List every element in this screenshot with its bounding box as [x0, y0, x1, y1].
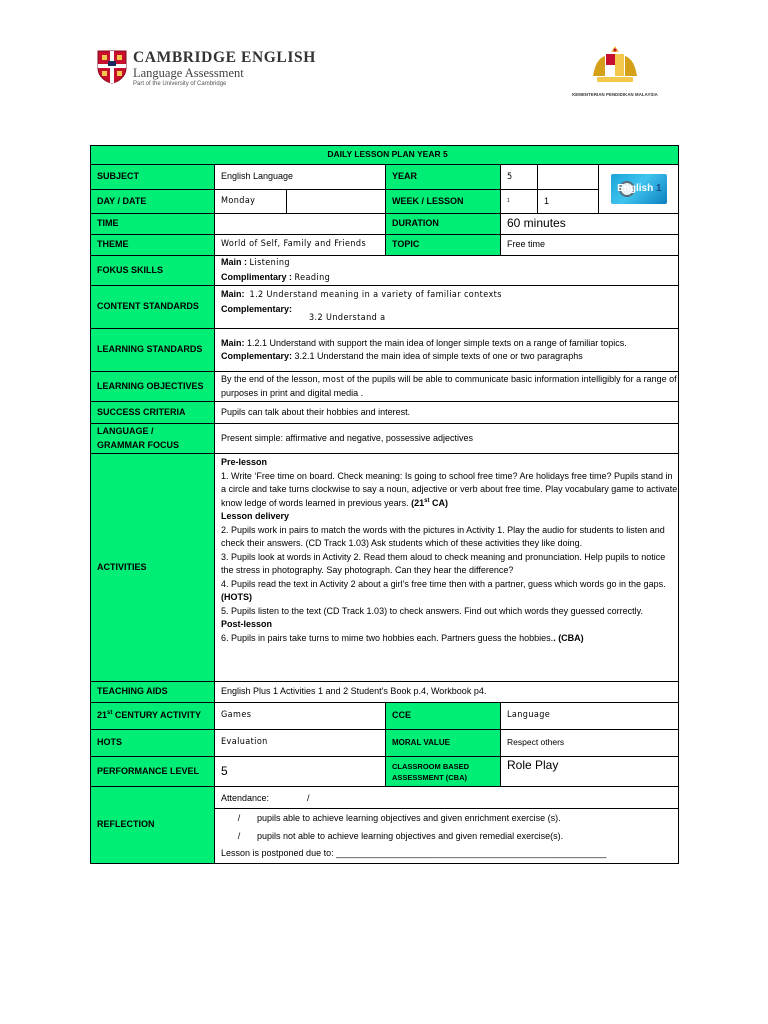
subject-label: SUBJECT — [91, 165, 215, 190]
cambridge-subtitle: Language Assessment — [133, 65, 244, 80]
performance-level-value: 5 — [215, 757, 386, 787]
learning-objectives-value: By the end of the lesson, most of the pupils will be able to communicate basic information intelligibly for a range of purposes in print and digital media . — [215, 372, 679, 402]
reflection-value — [215, 787, 679, 864]
fokus-skills-value: Main : Listening Complimentary : Reading — [215, 256, 679, 286]
topic-label: TOPIC — [386, 235, 501, 256]
duration-value: 60 minutes — [501, 214, 679, 235]
time-label: TIME — [91, 214, 215, 235]
topic-value: Free time — [501, 235, 679, 256]
cce-label: CCE — [386, 703, 501, 730]
cambridge-title: CAMBRIDGE ENGLISH — [133, 49, 316, 66]
cambridge-english-logo — [97, 49, 316, 87]
teaching-aids-value: English Plus 1 Activities 1 and 2 Student’s Book p.4, Workbook p4. — [215, 682, 679, 703]
performance-level-label: PERFORMANCE LEVEL — [91, 757, 215, 787]
year-value: 5 — [501, 165, 538, 189]
language-grammar-value: Present simple: affirmative and negative, possessive adjectives — [215, 424, 679, 454]
activities-label: ACTIVITIES — [91, 454, 215, 682]
reflection-line-not-achieved: / pupils not able to achieve learning objectives and given remedial exercise(s). — [237, 830, 564, 841]
attendance-line: Attendance: / — [215, 789, 678, 809]
day-date-label: DAY / DATE — [91, 190, 215, 214]
daily-lesson-plan-table — [90, 145, 679, 864]
theme-label: THEME — [91, 235, 215, 256]
ministry-name: KEMENTERIAN PENDIDIKAN MALAYSIA — [572, 92, 658, 97]
century-activity-label: 21st CENTURY ACTIVITY — [91, 703, 215, 730]
moral-value-value: Respect others — [501, 730, 679, 757]
cba-value: Role Play — [501, 757, 679, 787]
moral-value-label: MORAL VALUE — [386, 730, 501, 757]
content-standards-value: Main: 1.2 Understand meaning in a variety of familiar contexts Complementary: 3.2 Understand a — [215, 286, 679, 329]
cambridge-shield-icon — [97, 50, 127, 84]
cce-value: Language — [501, 703, 679, 730]
learning-standards-label: LEARNING STANDARDS — [91, 329, 215, 372]
year-cell — [501, 165, 599, 190]
year-label: YEAR — [386, 165, 501, 190]
subject-value: English Language — [215, 165, 386, 190]
language-grammar-label: LANGUAGE / GRAMMAR FOCUS — [91, 424, 215, 454]
hots-label: HOTS — [91, 730, 215, 757]
ministry-logo — [553, 44, 677, 97]
day-value: Monday — [215, 190, 287, 214]
century-activity-value: Games — [215, 703, 386, 730]
success-criteria-value: Pupils can talk about their hobbies and interest. — [215, 402, 679, 424]
malaysia-crest-icon — [589, 44, 641, 86]
plan-title: DAILY LESSON PLAN YEAR 5 — [91, 146, 679, 165]
postponed-line: Lesson is postponed due to: ______________________________________________________ — [221, 848, 607, 859]
book-cover-cell — [599, 165, 679, 214]
learning-standards-value: Main: 1.2.1 Understand with support the main idea of longer simple texts on a range of familiar topics. Complementary: 3.2.1 Understand the main idea of simple texts of one or two paragraphs — [215, 329, 679, 372]
reflection-label: REFLECTION — [91, 787, 215, 864]
reflection-line-achieved: / pupils able to achieve learning objectives and given enrichment exercise (s). — [237, 813, 561, 824]
week-lesson-cell — [501, 190, 599, 214]
time-value — [215, 214, 386, 235]
content-standards-label: CONTENT STANDARDS — [91, 286, 215, 329]
fokus-skills-label: FOKUS SKILLS — [91, 256, 215, 286]
lesson-value: 1 — [544, 196, 550, 206]
hots-value: Evaluation — [215, 730, 386, 757]
activities-value: Pre-lesson 1. Write ‘Free time on board. Check meaning: Is going to school free time? Are holidays free time? Pupils stand in a circle and take turns clockwise to say a noun, adjective or verb about free time. Play vocabulary game to activate know ledge of words learned in previous years. (21st CA) Lesson delivery 2. Pupils work in pairs to match the words with the pictures in Activity 1. Play the audio for students to listen and check their answers. (CD Track 1.03) Ask students which of these activities they like doing. 3. Pupils look at words in Activity 2. Read them aloud to check meaning and pronunciation. Help pupils to notice the stress in photography. Say photograph. Can they hear the difference? 4. Pupils read the text in Activity 2 about a girl’s free time then with a partner, guess which words go in the gaps. (HOTS) 5. Pupils listen to the text (CD Track 1.03) to check answers. Find out which words they guessed correctly. Post-lesson 6. Pupils in pairs take turns to mime two hobbies each. Partners guess the hobbies.. (CBA) — [215, 454, 679, 682]
date-value — [287, 190, 386, 214]
teaching-aids-label: TEACHING AIDS — [91, 682, 215, 703]
cambridge-small-text: Part of the University of Cambridge — [133, 81, 227, 87]
duration-label: DURATION — [386, 214, 501, 235]
english-plus-book-cover: English 1 — [611, 174, 667, 204]
learning-objectives-label: LEARNING OBJECTIVES — [91, 372, 215, 402]
cba-label: CLASSROOM BASED ASSESSMENT (CBA) — [386, 757, 501, 787]
success-criteria-label: SUCCESS CRITERIA — [91, 402, 215, 424]
theme-value: World of Self, Family and Friends — [215, 235, 386, 256]
week-value: 1 — [501, 190, 538, 213]
week-lesson-label: WEEK / LESSON — [386, 190, 501, 214]
